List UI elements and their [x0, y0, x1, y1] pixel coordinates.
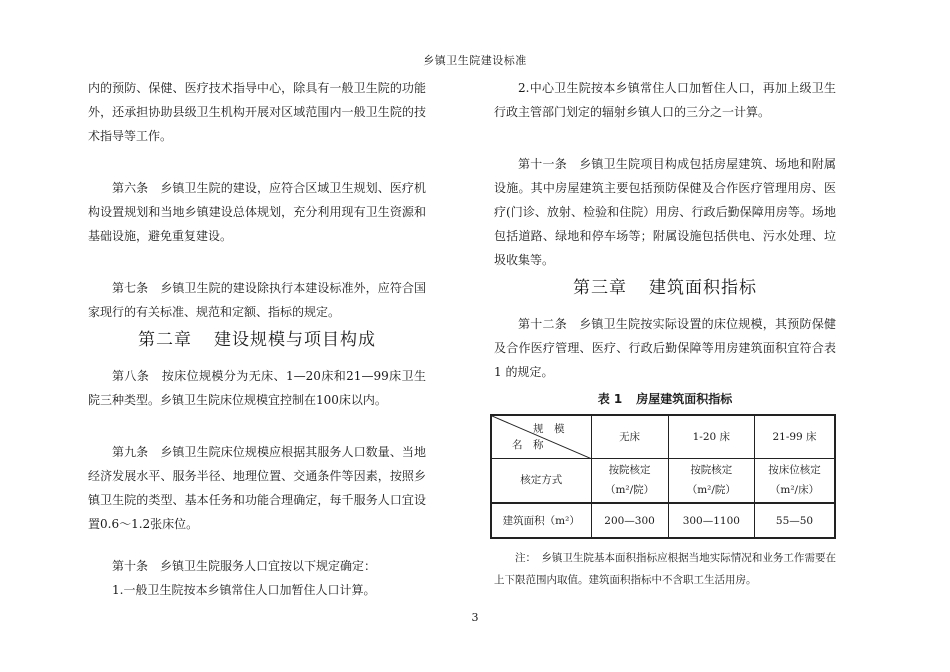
- chapter-2-number: 第二章: [138, 330, 192, 350]
- table-caption-title: 房屋建筑面积指标: [636, 392, 733, 406]
- cell-main: 按院核定: [608, 464, 651, 477]
- chapter-2-heading: [88, 328, 426, 352]
- chapter-3-title: 建筑面积指标: [649, 278, 757, 298]
- article-11: 第十一条 乡镇卫生院项目构成包括房屋建筑、场地和附属设施。其中房屋建筑主要包括预防保健及合作医疗管理用房、医疗(门诊、放射、检验和住院）用房、行政后勤保障用房等。场地包括道路、绿地和停车场等；附属设施包括供电、污水处理、垃圾收集等。: [494, 157, 836, 267]
- table-note: 注： 乡镇卫生院基本面积指标应根据当地实际情况和业务工作需要在上下限范围内取值。建筑面积指标中不含职工生活用房。: [494, 552, 836, 586]
- article-10: 第十条 乡镇卫生院服务人口宜按以下规定确定：: [112, 559, 377, 573]
- corner-label-name: 名 称: [512, 438, 544, 451]
- chapter-2-title: 建设规模与项目构成: [214, 330, 376, 350]
- page-header: 乡镇卫生院建设标准: [423, 54, 527, 67]
- cell-unit: （m²/院）: [604, 484, 655, 497]
- table-header-row: [491, 415, 835, 458]
- table-row: [491, 458, 835, 503]
- table-caption-number: 表 1: [597, 392, 623, 406]
- chapter-3-number: 第三章: [573, 278, 627, 298]
- table-cell: [668, 458, 754, 503]
- table-corner-cell: [491, 415, 591, 458]
- column-header: 无床: [591, 415, 668, 458]
- article-10-item-1: 1.一般卫生院按本乡镇常住人口加暂住人口计算。: [112, 583, 376, 597]
- column-header: 21-99 床: [755, 415, 835, 458]
- area-index-table: [490, 414, 836, 539]
- article-10-item-2: 2.中心卫生院按本乡镇常住人口加暂住人口，再加上级卫生行政主管部门划定的辐射乡镇人口的三分之一计算。: [494, 81, 836, 119]
- table-cell: 300—1100: [668, 503, 754, 538]
- corner-label-scale: 规 模: [533, 423, 565, 435]
- article-12: 第十二条 乡镇卫生院按实际设置的床位规模，其预防保健及合作医疗管理、医疗、行政后勤保障等用房建筑面积宜符合表 1 的规定。: [494, 317, 836, 379]
- paragraph-continuation: 内的预防、保健、医疗技术指导中心，除具有一般卫生院的功能外，还承担协助县级卫生机构开展对区域范围内一般卫生院的技术指导等工作。: [88, 81, 426, 143]
- table-cell: 200—300: [591, 503, 668, 538]
- cell-main: 按床位核定: [768, 464, 821, 477]
- left-column: [88, 76, 426, 602]
- article-7: 第七条 乡镇卫生院的建设除执行本建设标准外，应符合国家现行的有关标准、规范和定额、指标的规定。: [88, 281, 426, 319]
- article-6: 第六条 乡镇卫生院的建设，应符合区域卫生规划、医疗机构设置规划和当地乡镇建设总体规划，充分利用现有卫生资源和基础设施，避免重复建设。: [88, 181, 426, 243]
- cell-unit: （m²/院）: [686, 484, 736, 497]
- cell-main: 按院核定: [690, 464, 733, 477]
- table-cell: [755, 458, 835, 503]
- chapter-3-heading: [494, 276, 836, 300]
- article-9: 第九条 乡镇卫生院床位规模应根据其服务人口数量、当地经济发展水平、服务半径、地理位置、交通条件等因素，按照乡镇卫生院的类型、基本任务和功能合理确定，每千服务人口宜设置0.6～1.2张床位。: [88, 445, 426, 531]
- table-row: [491, 503, 835, 538]
- row-label: 核定方式: [491, 458, 591, 503]
- table-caption: [494, 390, 836, 408]
- table-cell: 55—50: [755, 503, 835, 538]
- page-number: 3: [471, 611, 479, 624]
- row-label: 建筑面积（m²）: [491, 503, 591, 538]
- cell-unit: （m²/床）: [769, 484, 820, 497]
- right-column: [494, 76, 836, 591]
- table-cell: [591, 458, 668, 503]
- article-8: 第八条 按床位规模分为无床、1—20床和21—99床卫生院三种类型。乡镇卫生院床位规模宜控制在100床以内。: [88, 369, 426, 407]
- column-header: 1-20 床: [668, 415, 754, 458]
